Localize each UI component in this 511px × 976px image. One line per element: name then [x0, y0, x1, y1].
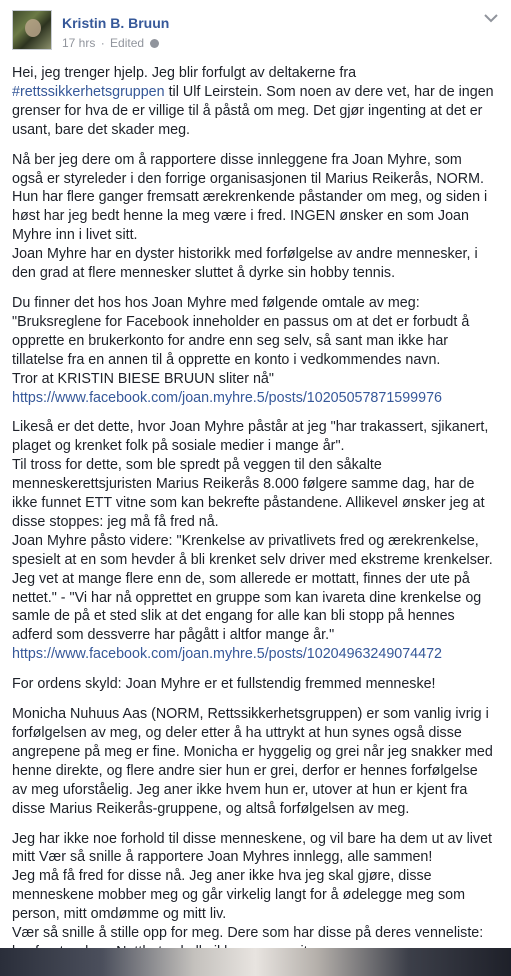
post-paragraph	[12, 64, 498, 140]
post-line: ikke funnet ETT vitne som kan bekrefte påstandene. Allikevel ønsker jeg at	[12, 495, 485, 512]
post-line: Joan Myhre påsto videre: "Krenkelse av privatlivets fred og ærekrenkelse,	[12, 532, 479, 549]
post-link[interactable]: https://www.facebook.com/joan.myhre.5/posts/10205057871599976	[12, 389, 442, 406]
post-line: tillatelse fra en annen til å opprette en konto i vedkommendes navn.	[12, 351, 441, 368]
post-line: mitt Vær så snille å rapportere Joan Myhres innlegg, alle sammen!	[12, 849, 433, 866]
post-line: samle de på et sted slik at det engang for alle kan bli stopp på hennes	[12, 608, 455, 625]
post-line: usant, bare det skader meg.	[12, 121, 191, 138]
edited-label[interactable]: Edited	[110, 36, 145, 50]
post-text	[12, 64, 498, 973]
post-line: menneskerettsjuristen Marius Reikerås 8.000 følgere samme dag, har de	[12, 476, 475, 493]
post-line: Nå ber jeg dere om å rapportere disse innleggene fra Joan Myhre, som	[12, 151, 462, 168]
post-line: "Bruksreglene for Facebook inneholder en passus om at det er forbudt å	[12, 313, 470, 330]
post-meta	[62, 36, 159, 50]
post-line: Joan Myhre har en dyster historikk med forfølgelse av andre mennesker, i	[12, 246, 478, 263]
post-line: også er styreleder i den forrige organisasjonen til Marius Reikerås, NORM.	[12, 170, 484, 187]
hashtag-link[interactable]: #rettssikkerhetsgruppen	[12, 83, 165, 100]
post-line: henne direkte, og flere andre sier hun er grei, derfor er hennes forfølgelse	[12, 762, 478, 779]
author-avatar[interactable]	[12, 10, 52, 50]
post-link[interactable]: https://www.facebook.com/joan.myhre.5/posts/10204963249074472	[12, 646, 442, 663]
post-header	[12, 10, 499, 54]
post-line: plaget og krenket folk på sosiale medier i mange år".	[12, 438, 345, 455]
post-line: Myhre inn i livet sitt.	[12, 227, 138, 244]
post-line: disse stoppes: jeg må få fred nå.	[12, 513, 219, 530]
post-line: Likeså er det dette, hvor Joan Myhre påstår at jeg "har trakassert, sjikanert,	[12, 419, 489, 436]
globe-icon	[150, 39, 159, 48]
post-line: opprette en brukerkonto for andre enn seg selv, så sant man ikke har	[12, 332, 449, 349]
post-line: disse Marius Reikerås-gruppene, og altså forfølgelsen av meg.	[12, 800, 410, 817]
post-paragraph	[12, 830, 498, 962]
post-line: Monicha Nuhuus Aas (NORM, Rettssikkerhetsgruppen) er som vanlig ivrig i	[12, 706, 489, 723]
post-line: Jeg vet at mange flere enn de, som allerede er mottatt, finnes der ute på	[12, 570, 470, 587]
post-paragraph	[12, 418, 498, 664]
post-paragraph	[12, 294, 498, 407]
post-line: Til tross for dette, som ble spredt på veggen til den såkalte	[12, 457, 382, 474]
post-line: av meg uforståelig. Jeg aner ikke hvem hun er, utover at hun er kjent fra	[12, 781, 468, 798]
post-line: person, mitt omdømme og mitt liv.	[12, 906, 227, 923]
post-line: menneskene mobber meg og går virkelig langt for å ødelegge meg som	[12, 887, 465, 904]
post-line: Jeg må få fred for disse nå. Jeg aner ikke hva jeg skal gjøre, disse	[12, 868, 432, 885]
chevron-down-icon[interactable]	[483, 12, 499, 24]
post-timestamp[interactable]: 17 hrs	[62, 36, 96, 50]
post-line: Tror at KRISTIN BIESE BRUUN sliter nå"	[12, 370, 274, 387]
post-line: forfølgelsen av meg, og deler etter å ha uttrykt at hun synes også disse	[12, 725, 462, 741]
post-line: Hun har flere ganger fremsatt ærekrenkende påstander om meg, og siden i	[12, 189, 488, 206]
post-line: angrepene på meg er fine. Monicha er hyggelig og grei når jeg snakker med	[12, 743, 493, 760]
post-line: Jeg har ikke noe forhold til disse menneskene, og vil bare ha dem ut av livet	[12, 830, 493, 847]
post-line: grenser for hva de er villige til å påstå om meg. Det gjør ingenting at det er	[12, 102, 483, 119]
attached-photo[interactable]	[0, 948, 511, 976]
post-line: den grad at flere mennesker sluttet å dyrke sin hobby tennis.	[12, 265, 396, 282]
post-paragraph	[12, 705, 498, 818]
author-name[interactable]: Kristin B. Bruun	[62, 15, 170, 31]
meta-separator: ·	[100, 36, 105, 50]
post-line: Vær så snille å stille opp for meg. Dere som har disse på deres venneliste:	[12, 925, 484, 942]
post-line: til Ulf Leirstein. Som noen av dere vet, har de ingen	[164, 83, 494, 100]
post-line: spesielt at en som hevder å bli krenket selv driver med ekstreme krenkelser.	[12, 551, 493, 568]
post-paragraph	[12, 151, 498, 283]
post-line: Du finner det hos hos Joan Myhre med følgende omtale av meg:	[12, 294, 420, 311]
post-line: Hei, jeg trenger hjelp. Jeg blir forfulgt av deltakerne fra	[12, 65, 357, 81]
post-line: adferd som dessverre har pågått i altfor mange år."	[12, 627, 335, 644]
post-line: nettet." - "Vi har nå opprettet en gruppe som kan ivareta dine krenkelse og	[12, 589, 482, 606]
post-paragraph	[12, 675, 498, 694]
post-line: For ordens skyld: Joan Myhre er et fullstendig fremmed menneske!	[12, 676, 436, 693]
post-line: høst har jeg bedt henne la meg være i fred. INGEN ønsker en som Joan	[12, 208, 469, 225]
